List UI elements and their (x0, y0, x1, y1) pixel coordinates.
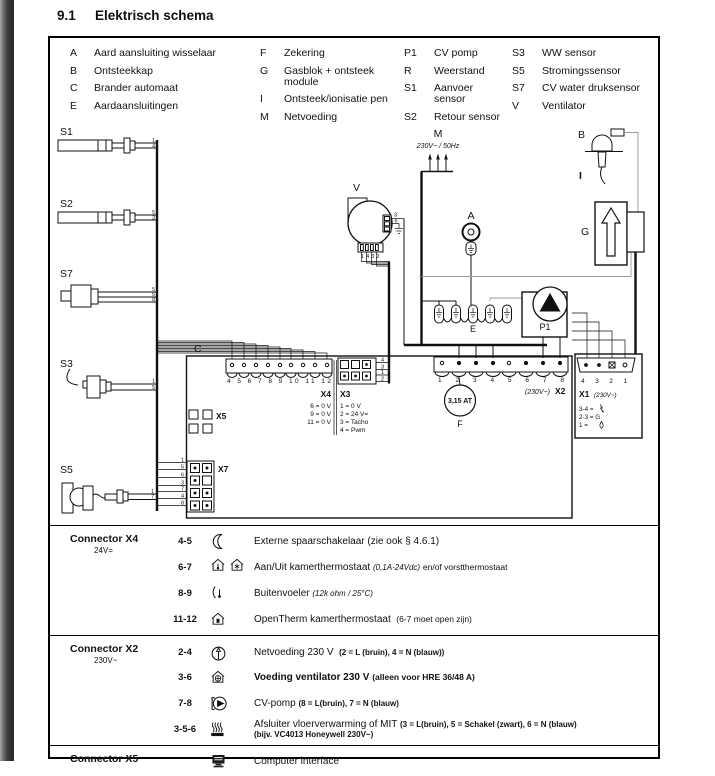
svg-text:(230V~): (230V~) (524, 389, 550, 396)
svg-text:4 = Pwm: 4 = Pwm (340, 427, 366, 434)
legend-entry: M Netvoeding (260, 110, 338, 123)
svg-text:P1: P1 (539, 322, 551, 332)
svg-text:V: V (353, 182, 361, 194)
scanned-page-edge (0, 0, 14, 761)
svg-text:230V~ / 50Hz: 230V~ / 50Hz (416, 143, 460, 150)
legend-entry: S2 Retour sensor (404, 110, 500, 123)
house-thermostat-icon (210, 558, 226, 578)
ignition-cap (578, 129, 638, 212)
connector-x4-title: Connector X4 (70, 533, 139, 545)
svg-text:4: 4 (180, 493, 184, 500)
svg-text:2: 2 (381, 376, 385, 383)
flame-icon (600, 422, 603, 429)
fuse (445, 377, 476, 429)
svg-text:S2: S2 (60, 198, 73, 210)
legend-entry: V Ventilator (512, 99, 586, 112)
svg-text:A: A (467, 210, 475, 222)
sensor-s1 (58, 126, 157, 153)
connector-x1-diagram (572, 313, 642, 438)
svg-text:S5: S5 (60, 464, 73, 476)
svg-text:6 = 0 V: 6 = 0 V (310, 403, 331, 410)
svg-text:X3: X3 (340, 389, 351, 399)
connector-x2-voltage: 230V~ (94, 656, 118, 666)
legend-entry: S5 Stromingssensor (512, 64, 621, 77)
page-title: Elektrisch schema (95, 8, 214, 23)
table-row: 6-7 Aan/Uit kamerthermostaat (0,1A-24Vdc) en/of vorstthermostaat (164, 555, 658, 581)
moon-icon (206, 533, 254, 550)
connector-x5-diagram (189, 410, 227, 433)
svg-text:7: 7 (151, 494, 154, 501)
table-row: 4-5 Externe spaarschakelaar (zie ook § 4.6.1) (164, 529, 658, 555)
svg-text:2-3 = G: 2-3 = G (579, 414, 601, 421)
section-title (57, 8, 214, 23)
connector-x3-diagram (338, 358, 389, 435)
legend-entry: E Aardaansluitingen (70, 99, 179, 112)
svg-text:4 3 2 1: 4 3 2 1 (581, 378, 627, 385)
connector-x4-section (50, 525, 658, 635)
ground-symbol (395, 224, 403, 234)
legend-entry: A Aard aansluiting wisselaar (70, 47, 216, 59)
ventilator-house-icon (206, 670, 254, 685)
svg-text:G: G (581, 226, 590, 238)
svg-text:6: 6 (152, 292, 155, 298)
svg-text:1 4 3 2: 1 4 3 2 (361, 254, 380, 260)
svg-text:E: E (469, 324, 477, 334)
svg-text:5: 5 (152, 385, 155, 391)
earth-post (469, 305, 478, 323)
legend-entry: C Brander automaat (70, 82, 179, 94)
house-frost-icon (229, 558, 245, 578)
legend-entry: F Zekering (260, 47, 325, 59)
outdoor-sensor-icon (206, 585, 254, 601)
legend-entry: S3 WW sensor (512, 47, 597, 59)
svg-text:X7: X7 (218, 464, 229, 474)
svg-text:6: 6 (180, 472, 184, 479)
svg-text:5: 5 (152, 287, 155, 293)
svg-text:2 = 24 V=: 2 = 24 V= (340, 411, 369, 418)
svg-text:1 2 3 4 5 6 7 8: 1 2 3 4 5 6 7 8 (438, 377, 564, 384)
connector-x2-title: Connector X2 (70, 643, 139, 656)
svg-text:8: 8 (180, 500, 184, 507)
legend-entry: P1 CV pomp (404, 47, 478, 59)
svg-text:1: 1 (152, 379, 155, 385)
svg-text:8: 8 (152, 297, 155, 303)
table-row: 11-12 OpenTherm kamerthermostaat (6-7 moet open zijn) (173, 613, 472, 625)
svg-text:3 = Tacho: 3 = Tacho (340, 419, 369, 426)
svg-text:3,15 AT: 3,15 AT (447, 398, 473, 405)
sensor-s5 (60, 464, 157, 513)
svg-text:S1: S1 (60, 126, 73, 138)
svg-text:M: M (433, 128, 443, 140)
table-row: Computer interface (164, 749, 658, 773)
svg-text:6: 6 (394, 218, 398, 225)
sensor-s7 (60, 268, 157, 307)
svg-text:9 = 0 V: 9 = 0 V (310, 411, 331, 418)
svg-text:B: B (578, 129, 586, 141)
connector-x2-section (50, 635, 658, 745)
legend-entry: I Ontsteek/ionisatie pen (260, 93, 388, 105)
svg-text:7: 7 (180, 486, 184, 493)
svg-text:1: 1 (151, 489, 154, 495)
svg-text:F: F (457, 419, 463, 429)
x1-wire-bundle (572, 313, 625, 358)
svg-text:S7: S7 (60, 268, 73, 280)
connector-tables (50, 525, 658, 767)
svg-text:(230V~): (230V~) (594, 392, 617, 399)
earth-post (452, 305, 461, 323)
svg-text:X2: X2 (555, 386, 566, 396)
opentherm-thermostat-icon (206, 612, 254, 627)
svg-text:4: 4 (152, 143, 155, 150)
svg-text:5: 5 (180, 464, 184, 471)
connector-x4-strip (157, 341, 332, 426)
legend-entry: S7 CV water druksensor (512, 82, 641, 94)
svg-text:3: 3 (394, 212, 398, 219)
legend-entry: S1 Aanvoer sensor (404, 82, 474, 105)
svg-text:3: 3 (152, 215, 155, 222)
ignition-pen-label: I (579, 170, 582, 182)
svg-text:3-4 =: 3-4 = (579, 406, 594, 413)
sensor-s2 (58, 198, 157, 225)
svg-text:5: 5 (152, 210, 155, 216)
svg-text:4: 4 (381, 357, 385, 364)
svg-text:3: 3 (381, 364, 385, 371)
table-row: 8-9 Buitenvoeler (12k ohm / 25°C) (164, 581, 658, 607)
svg-text:X1: X1 (579, 389, 590, 399)
table-row: 2-4 Netvoeding 230 V (2 = L (bruin), 4 = N (blauw)) (164, 639, 658, 665)
section-number: 9.1 (57, 8, 76, 23)
legend-column (70, 48, 252, 118)
earth-post (435, 305, 444, 323)
table-row: 3-5-6 Afsluiter vloerverwarming of MIT (3 = L(bruin), 5 = Schakel (zwart), 6 = N (blauw) (bijv. VC4013 Honeywell 230V~) (173, 719, 577, 740)
earth-connection-a (463, 210, 480, 305)
connector-x5-title: Connector X5 (70, 753, 139, 766)
computer-icon (206, 753, 254, 769)
cv-pump (522, 287, 567, 358)
svg-text:C: C (194, 343, 202, 355)
connector-x7-diagram (157, 458, 229, 513)
sensor-s3 (60, 358, 157, 398)
table-row: 3-6 Voeding ventilator 230 V (alleen voor HRE 36/48 A) (178, 672, 475, 684)
power-plug-icon (206, 644, 254, 661)
legend-entry: B Ontsteekkap (70, 64, 153, 77)
connector-x5-section (50, 745, 658, 776)
schematic-svg (50, 115, 654, 527)
svg-text:1 =: 1 = (579, 422, 588, 429)
connector-x4-voltage: 24V= (94, 546, 113, 555)
pump-icon (206, 695, 254, 712)
table-row: 7-8 CV-pomp (8 = L(bruin), 7 = N (blauw) (164, 691, 658, 717)
wiring-diagram (50, 115, 654, 527)
legend-column (512, 48, 652, 118)
svg-text:4 5 6 7 8 9 10 11 12: 4 5 6 7 8 9 10 11 12 (227, 378, 331, 385)
earth-post (486, 305, 495, 323)
floor-heating-valve-icon (206, 721, 254, 738)
svg-text:11 = 0 V: 11 = 0 V (307, 419, 331, 426)
legend-entry: G Gasblok + ontsteek module (260, 64, 375, 88)
legend-entry: R Weerstand (404, 64, 485, 77)
svg-text:1: 1 (152, 138, 155, 144)
svg-text:1: 1 (381, 370, 385, 376)
svg-text:1: 1 (180, 457, 184, 464)
ignition-wire (624, 133, 638, 213)
svg-text:S3: S3 (60, 358, 73, 370)
x4-x3-divider (334, 360, 337, 435)
svg-text:X4: X4 (320, 389, 331, 399)
earth-post (503, 305, 512, 323)
svg-text:3: 3 (180, 480, 184, 487)
svg-text:X5: X5 (216, 411, 227, 421)
ventilator (348, 182, 404, 384)
svg-text:1 = 0 V: 1 = 0 V (340, 403, 361, 410)
schema-frame (48, 36, 660, 767)
